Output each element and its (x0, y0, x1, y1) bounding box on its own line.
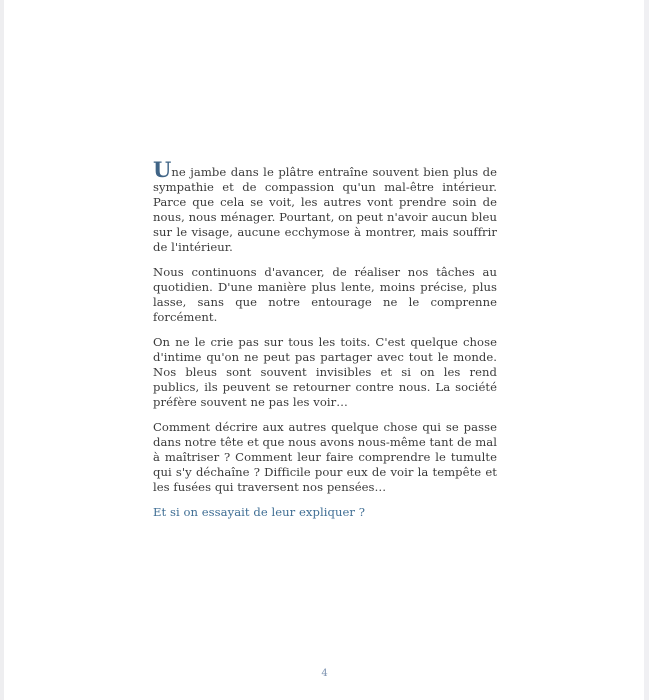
paragraph-2: Nous continuons d'avancer, de réaliser nos tâches au quotidien. D'une manière plus lente, moins précise, plus lasse, sans que notre entourage ne le comprenne forcément. (153, 265, 497, 324)
closing-question: Et si on essayait de leur expliquer ? (153, 505, 365, 519)
page-body (153, 157, 497, 530)
page-number: 4 (321, 668, 328, 679)
paragraph-1-text: ne jambe dans le plâtre entraîne souvent bien plus de sympathie et de compassion qu'un mal-être intérieur. Parce que cela se voit, les autres vont prendre soin de nous, nous ménager. Pourtant, on peut n'avoir aucun bleu sur le visage, aucune ecchymose à montrer, mais souffrir de l'intérieur. (153, 165, 497, 254)
page-edge-right (644, 0, 649, 700)
paragraph-4: Comment décrire aux autres quelque chose qui se passe dans notre tête et que nous avons nous-même tant de mal à maîtriser ? Comment leur faire comprendre le tumulte qui s'y déchaîne ? Difficile pour eux de voir la tempête et les fusées qui traversent nos pensées… (153, 420, 497, 494)
page-edge-left (0, 0, 4, 700)
drop-cap: U (153, 157, 172, 182)
paragraph-3: On ne le crie pas sur tous les toits. C'est quelque chose d'intime qu'on ne peut pas partager avec tout le monde. Nos bleus sont souvent invisibles et si on les rend publics, ils peuvent se retourner contre nous. La société préfère souvent ne pas les voir… (153, 335, 497, 409)
paragraph-1 (153, 157, 497, 255)
